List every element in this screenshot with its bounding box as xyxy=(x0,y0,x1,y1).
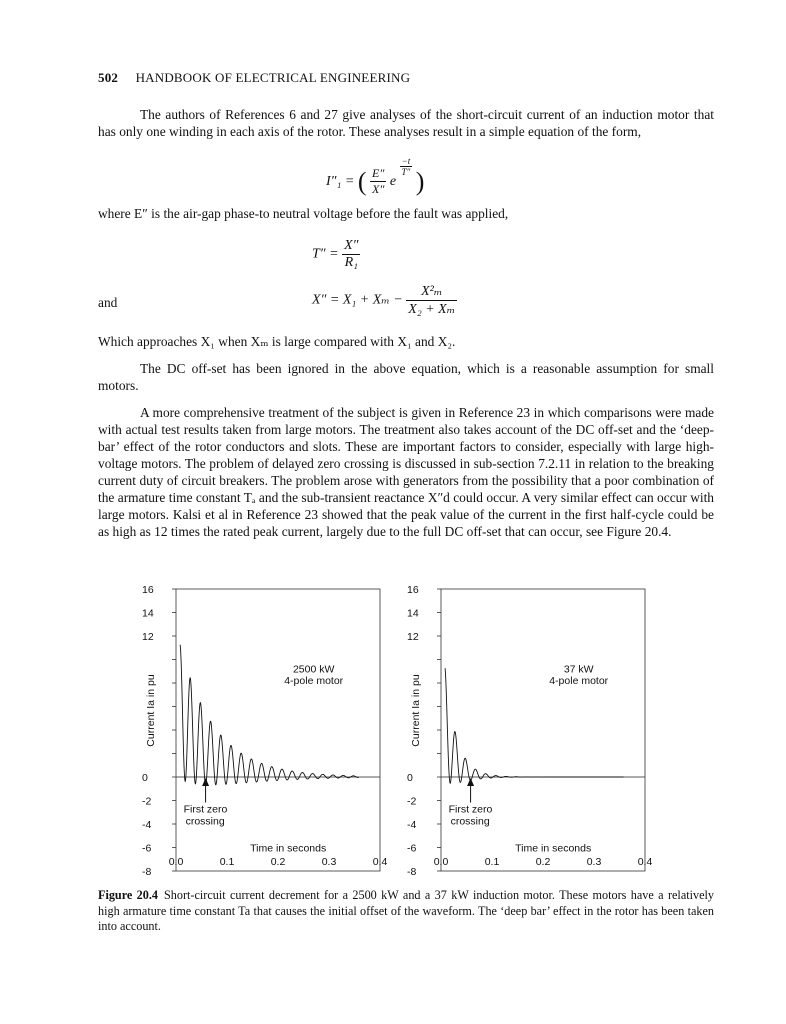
caption-text: Short-circuit current decrement for a 2500 kW and a 37 kW induction motor. These motors have a relatively high armature time constant Ta that causes the initial offset of the waveform. The ‘deep bar’ effect in the rotor has been taken into account. xyxy=(98,888,714,933)
equation-current: I″₁ = ( $\frac{E''}{X''}$ e $\frac{-t}{T''}$ ) xyxy=(326,156,425,197)
approach-text: Which approaches X₁ when Xₘ is large compared with X₁ and X₂. xyxy=(98,334,456,349)
eq3-denominator: X₂ + Xₘ xyxy=(408,302,456,317)
paragraph-comprehensive: A more comprehensive treatment of the subject is given in Reference 23 in which comparisons were made with actual test results taken from large motors. The treatment also takes account of the DC off-set and the ‘deep-bar’ effect of the rotor conductors and slots. These are important factors to consider, especially with large high-voltage motors. The problem of delayed zero crossing is discussed in sub-section 7.2.11 in relation to the breaking current duty of circuit breakers. The problem arose with generators from the possibility that a poor combination of the armature time constant Tₐ and the sub-transient reactance X″d could occur. A very similar effect can occur with large motors. Kalsi et al in Reference 23 showed that the peak value of the current in the first half-cycle could be as high as 12 times the rated peak current, largely due to the full DC off-set that can occur, see Figure 20.4. xyxy=(98,405,714,539)
y-tick-label: -2 xyxy=(142,795,152,808)
x-tick-label: 0.0 xyxy=(168,856,184,868)
y-tick-label: 12 xyxy=(142,631,154,643)
zero-crossing-label: crossing xyxy=(450,815,490,828)
chart-panel-37kw xyxy=(407,584,652,878)
y-tick-label: -6 xyxy=(142,842,152,855)
y-tick-label: 12 xyxy=(407,631,419,643)
running-header xyxy=(98,70,410,86)
where-text: where E″ is the air-gap phase-to neutral voltage before the fault was applied, xyxy=(98,206,509,221)
y-tick-label: -8 xyxy=(142,866,152,878)
equation-reactance xyxy=(312,283,457,318)
y-tick-label: 14 xyxy=(142,607,154,620)
x-tick-label: 0.4 xyxy=(372,856,388,868)
eq2-lhs: T″ = xyxy=(312,246,339,262)
paragraph-intro: The authors of References 6 and 27 give analyses of the short-circuit current of an induction motor that has only one winding in each axis of the rotor. These analyses result in a simple equation of the form, xyxy=(98,107,714,139)
eq1-denominator: X″ xyxy=(371,182,385,197)
eq1-lhs: I″₁ = xyxy=(326,174,355,189)
y-tick-label: -8 xyxy=(407,866,417,878)
eq1-exp-base: e xyxy=(389,174,397,189)
x-tick-label: 0.0 xyxy=(433,856,449,868)
y-tick-label: 14 xyxy=(407,607,419,620)
y-tick-label: 0 xyxy=(142,772,148,784)
figure-caption xyxy=(98,888,714,935)
x-tick-label: 0.4 xyxy=(637,856,653,868)
motor-rating-label: 37 kW xyxy=(563,663,594,676)
zero-crossing-label: First zero xyxy=(183,803,228,816)
y-axis-label: Current Ia in pu xyxy=(410,674,422,747)
zero-crossing-label: crossing xyxy=(185,815,225,828)
plot-frame xyxy=(176,589,380,871)
plot-frame xyxy=(441,589,645,871)
zero-crossing-arrowhead xyxy=(202,778,209,786)
figure-20-4 xyxy=(130,575,690,880)
caption-label: Figure 20.4 xyxy=(98,888,159,902)
x-tick-label: 0.2 xyxy=(270,856,286,868)
motor-type-label: 4-pole motor xyxy=(549,675,609,688)
motor-type-label: 4-pole motor xyxy=(284,675,344,688)
y-axis-label: Current Ia in pu xyxy=(145,674,157,747)
y-tick-label: 16 xyxy=(407,584,419,596)
x-tick-label: 0.1 xyxy=(484,856,500,868)
eq3-lhs: X″ = X₁ + Xₘ − xyxy=(312,292,403,308)
y-tick-label: -2 xyxy=(407,795,417,808)
x-axis-label: Time in seconds xyxy=(515,842,592,855)
eq1-exp-numerator: −t xyxy=(400,156,413,167)
y-tick-label: 16 xyxy=(142,584,154,596)
zero-crossing-arrowhead xyxy=(467,778,474,786)
x-tick-label: 0.3 xyxy=(586,856,602,868)
eq3-numerator: X²ₘ xyxy=(406,283,457,301)
page-number: 502 xyxy=(98,70,119,85)
x-tick-label: 0.1 xyxy=(219,856,235,868)
eq2-numerator: X″ xyxy=(344,238,359,253)
zero-crossing-label: First zero xyxy=(448,803,493,816)
eq2-denominator: R₁ xyxy=(344,255,358,270)
paragraph-dc-offset: The DC off-set has been ignored in the above equation, which is a reasonable assumption for small motors. xyxy=(98,361,714,393)
eq1-numerator: E″ xyxy=(371,166,385,181)
and-label: and xyxy=(98,295,118,310)
eq1-exp-denominator: T″ xyxy=(401,167,411,177)
x-axis-label: Time in seconds xyxy=(250,842,327,855)
y-tick-label: -6 xyxy=(407,842,417,855)
x-tick-label: 0.3 xyxy=(321,856,337,868)
motor-rating-label: 2500 kW xyxy=(292,663,335,676)
y-tick-label: 0 xyxy=(407,772,413,784)
y-tick-label: -4 xyxy=(407,819,417,831)
book-title: HANDBOOK OF ELECTRICAL ENGINEERING xyxy=(135,70,411,85)
equation-time-constant xyxy=(312,238,360,271)
chart-panel-2500kw xyxy=(142,584,387,878)
y-tick-label: -4 xyxy=(142,819,152,831)
x-tick-label: 0.2 xyxy=(535,856,551,868)
